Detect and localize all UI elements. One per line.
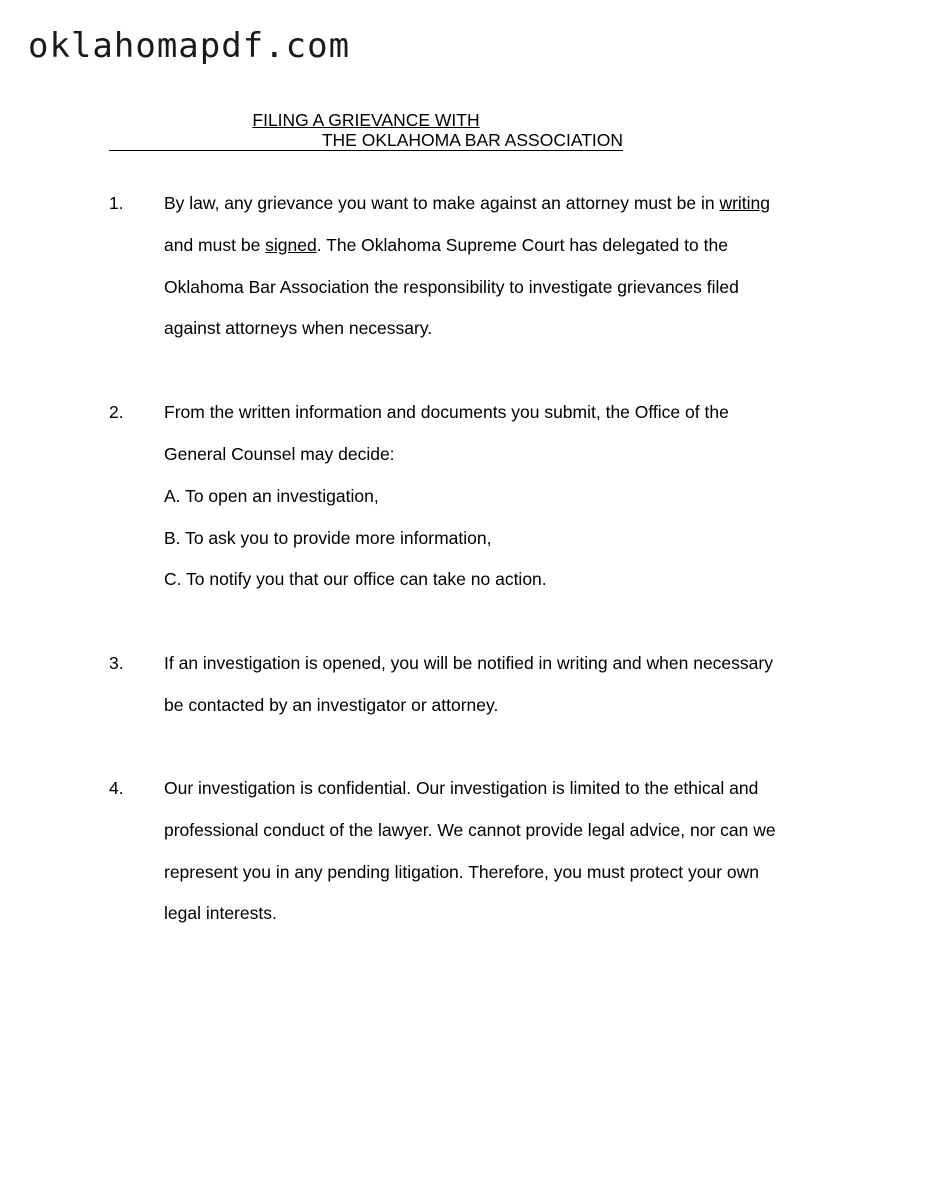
- item-option-b: B. To ask you to provide more information,: [164, 528, 492, 548]
- title-line-1: FILING A GRIEVANCE WITH: [252, 110, 480, 130]
- item-line: [164, 235, 728, 256]
- item-line: [164, 193, 770, 214]
- item-line: Our investigation is confidential. Our investigation is limited to the ethical and: [164, 778, 759, 798]
- title-line-2: [109, 131, 623, 151]
- item-number: 1.: [109, 193, 124, 213]
- item-line: be contacted by an investigator or attorney.: [164, 695, 499, 715]
- item-line: legal interests.: [164, 903, 277, 923]
- item-line: General Counsel may decide:: [164, 444, 395, 464]
- site-watermark: oklahomapdf.com: [28, 26, 351, 66]
- item-line: If an investigation is opened, you will be notified in writing and when necessary: [164, 653, 773, 673]
- item-line: From the written information and documents you submit, the Office of the: [164, 402, 729, 422]
- item-line: represent you in any pending litigation. Therefore, you must protect your own: [164, 862, 760, 882]
- item-line: professional conduct of the lawyer. We cannot provide legal advice, nor can we: [164, 820, 776, 840]
- item-line: against attorneys when necessary.: [164, 318, 433, 338]
- title-line-2-text: THE OKLAHOMA BAR ASSOCIATION: [321, 130, 623, 150]
- item-option-a: A. To open an investigation,: [164, 486, 379, 506]
- item-text: . The Oklahoma Supreme Court has delegated to the: [316, 235, 728, 255]
- item-number: 3.: [109, 653, 124, 673]
- document-title: [109, 110, 623, 151]
- item-text: By law, any grievance you want to make against an attorney must be in: [164, 193, 720, 213]
- item-number: 2.: [109, 402, 124, 422]
- underlined-word-writing: writing: [719, 193, 771, 213]
- item-line: Oklahoma Bar Association the responsibility to investigate grievances filed: [164, 277, 739, 297]
- item-number: 4.: [109, 778, 124, 798]
- item-option-c: C. To notify you that our office can take no action.: [164, 569, 547, 589]
- underlined-word-signed: signed: [265, 235, 317, 255]
- item-text: and must be: [164, 235, 266, 255]
